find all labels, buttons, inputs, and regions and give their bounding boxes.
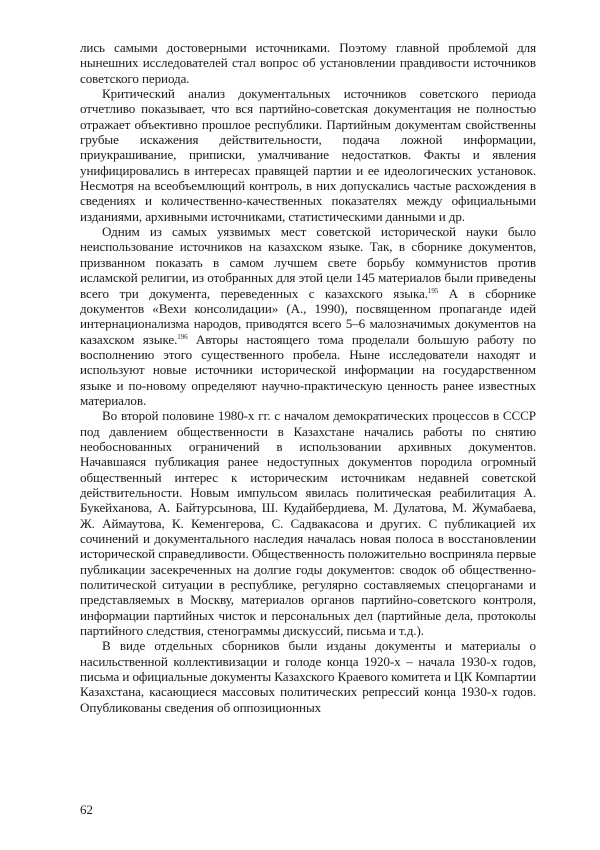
footnote-ref-195: 195 [427, 286, 439, 295]
page-number: 62 [80, 802, 93, 817]
paragraph-continuation: лись самыми достоверными источниками. Поэтому главной проблемой для нынешних исследователей стал вопрос об установлении правдивости источников советского периода. [80, 40, 536, 86]
paragraph-critical-analysis: Критический анализ документальных источников советского периода отчетливо показывает, что вся партийно-советская документация не полностью отражает объективно прошлое республики. Партийным документам свойственны грубые искажения действительности, подача ложной информации, приукрашивание, приписки, умалчивание недостатков. Факты и явления унифицировались в интересах правящей партии и ее идеологических установок. Несмотря на всеобъемлющий контроль, в них допускались частые расхождения в сведениях и количественно-качественных показателях между официальными изданиями, архивными источниками, статистическими данными и др. [80, 86, 536, 224]
paragraph-kazakh-sources-part3: Авторы настоящего тома проделали большую работу по восполнению этого существенного пробела. Ныне исследователи находят и используют новые источники исторической информации на государственном языке и по-новому определяют научно-практическую ценность ранее известных материалов. [80, 331, 536, 408]
body-text [80, 40, 536, 715]
paragraph-archives-1980s: Во второй половине 1980-х гг. с началом демократических процессов в СССР под давлением общественности в Казахстане начались работы по снятию необоснованных ограничений в использовании архивных документов. Начавшаяся публикация ранее недоступных документов породила огромный общественный интерес к историческим источникам недавней советской действительности. Новым импульсом явилась политическая реабилитация А. Букейханова, А. Байтурсынова, Ш. Кудайбердиева, М. Дулатова, М. Жумабаева, Ж. Аймаутова, К. Кеменгерова, С. Садвакасова и других. С публикацией их сочинений и документального наследия началась новая полоса в восстановлении исторической справедливости. Общественность положительно восприняла первые публикации засекреченных на долгие годы документов: сводок об общественно-политической ситуации в республике, регулярно составляемых спецорганами и представляемых в Москву, материалов органов партийно-советского контроля, информации партийных чисток и персональных дел (партийные дела, протоколы партийного следствия, стенограммы дискуссий, письма и т.д.). [80, 408, 536, 639]
footnote-ref-196: 196 [177, 332, 188, 341]
paragraph-kazakh-sources-part1: Одним из самых уязвимых мест советской исторической науки было неиспользование источников на казахском языке. Так, в сборнике документов, призванном показать в самом лучшем свете борьбу коммунистов против исламской религии, из отобранных для этой цели 145 материалов были приведены всего три документа, переведенных с казахского языка. [80, 224, 536, 301]
paragraph-kazakh-sources [80, 224, 536, 408]
paragraph-collections: В виде отдельных сборников были изданы документы и материалы о насильственной коллективизации и голоде конца 1920-х – начала 1930-х годов, письма и официальные документы Казахского Краевого комитета и ЦК Компартии Казахстана, касающиеся массовых политических репрессий конца 1930-х годов. Опубликованы сведения об оппозиционных [80, 638, 536, 715]
paragraph-kazakh-sources-part2: А в сборнике документов «Вехи консолидации» (А., 1990), посвященном пропаганде идей интернационализма народов, приводятся всего 5–6 малозначимых документов на казахском языке. [80, 285, 536, 347]
